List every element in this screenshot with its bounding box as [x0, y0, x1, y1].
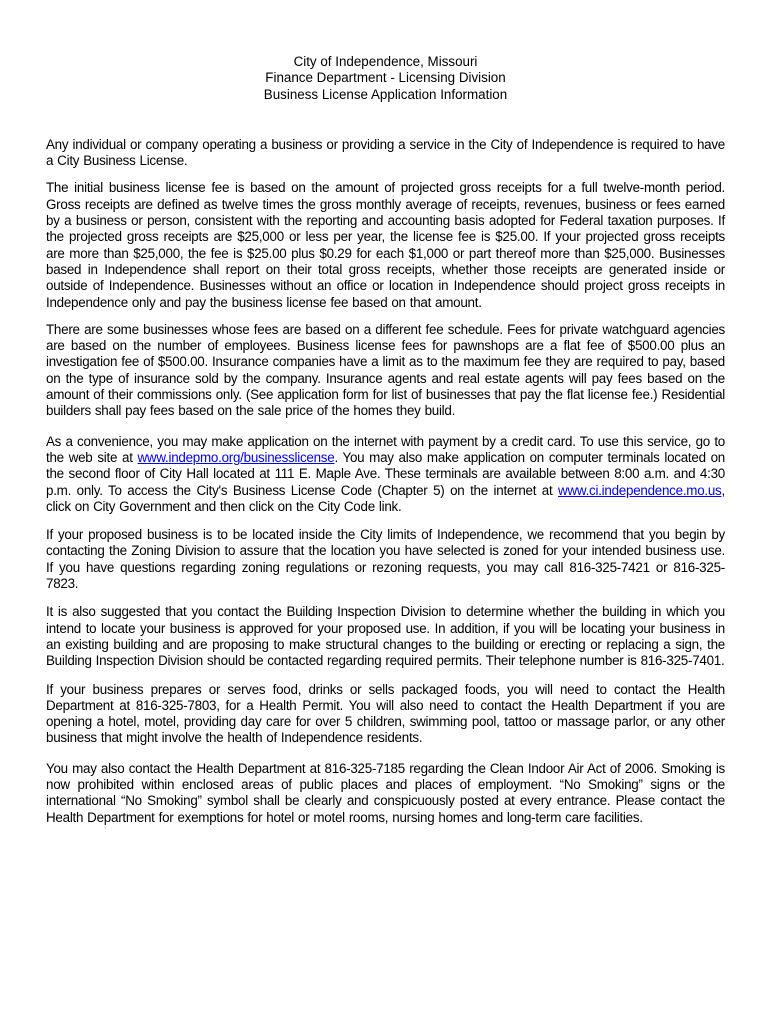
city-website-link[interactable]: www.ci.independence.mo.us — [558, 482, 722, 498]
paragraph-initial-fee: The initial business license fee is based on the amount of projected gross receipts for a full twelve-month period. Gross receipts are defined as twelve times the gross monthly average of receipts, revenues, business or fees earned by a business or person, consistent with the reporting and accounting basis adopted for Federal taxation purposes. If the projected gross receipts are $25,000 or less per year, the license fee is $25.00. If your projected gross receipts are more than $25,000, the fee is $25.00 plus $0.29 for each $1,000 or part thereof more than $25,000. Businesses based in Independence shall report on their total gross receipts, whether those receipts are generated inside or outside of Independence. Businesses without an office or location in Independence should project gross receipts in Independence only and pay the business license fee based on that amount. — [46, 180, 725, 310]
paragraph-health-permit: If your business prepares or serves food, drinks or sells packaged foods, you will need to contact the Health Department at 816-325-7803, for a Health Permit. You will also need to contact the Health Department if you are opening a hotel, motel, providing day care for over 5 children, swimming pool, tattoo or massage parlor, or any other business that might involve the health of Independence residents. — [46, 681, 725, 746]
paragraph-license-required: Any individual or company operating a business or providing a service in the City of Independence is required to have a City Business License. — [46, 136, 725, 169]
paragraph-online-application — [46, 434, 725, 515]
paragraph-smoking: You may also contact the Health Department at 816-325-7185 regarding the Clean Indoor Air Act of 2006. Smoking is now prohibited within enclosed areas of public places and places of employment. “No Smoking” signs or the international “No Smoking” symbol shall be clearly and conspicuously posted at every entrance. Please contact the Health Department for exemptions for hotel or motel rooms, nursing homes and long-term care facilities. — [46, 760, 725, 825]
document-header — [46, 54, 725, 103]
paragraph-different-fee-schedule: There are some businesses whose fees are based on a different fee schedule. Fees for private watchguard agencies are based on the number of employees. Business license fees for pawnshops are a flat fee of $500.00 plus an investigation fee of $500.00. Insurance companies have a limit as to the maximum fee they are required to pay, based on the type of insurance sold by the company. Insurance agents and real estate agents will pay fees based on the amount of their commissions only. (See application form for list of businesses that pay the flat license fee.) Residential builders shall pay fees based on the sale price of the homes they build. — [46, 321, 725, 419]
header-title: Business License Application Information — [263, 86, 508, 102]
paragraph-building-inspection: It is also suggested that you contact the Building Inspection Division to determine whether the building in which you intend to locate your business is approved for your proposed use. In addition, if you will be locating your business in an existing building and are proposing to make structural changes to the building or erecting or replacing a sign, the Building Inspection Division should be contacted regarding required permits. Their telephone number is 816-325-7401. — [46, 604, 725, 669]
paragraph-zoning: If your proposed business is to be located inside the City limits of Independence, we recommend that you begin by contacting the Zoning Division to assure that the location you have selected is zoned for your intended business use. If you have questions regarding zoning regulations or rezoning requests, you may call 816-325-7421 or 816-325-7823. — [46, 527, 725, 592]
header-city: City of Independence, Missouri — [293, 54, 478, 69]
online-text-3: , click on City Government and then click on the City Code link. — [46, 482, 725, 514]
business-license-link[interactable]: www.indepmo.org/businesslicense — [137, 449, 335, 465]
document-page — [46, 54, 725, 837]
online-text-1: As a convenience, you may make application on the internet with payment by a credit card. To use this service, go to the web site at — [46, 433, 725, 465]
header-department: Finance Department - Licensing Division — [265, 70, 506, 86]
online-text-2: . You may also make application on computer terminals located on the second floor of City Hall located at 111 E. Maple Ave. These terminals are available between 8:00 a.m. and 4:30 p.m. only. To access the City's Business License Code (Chapter 5) on the internet at — [46, 449, 726, 498]
